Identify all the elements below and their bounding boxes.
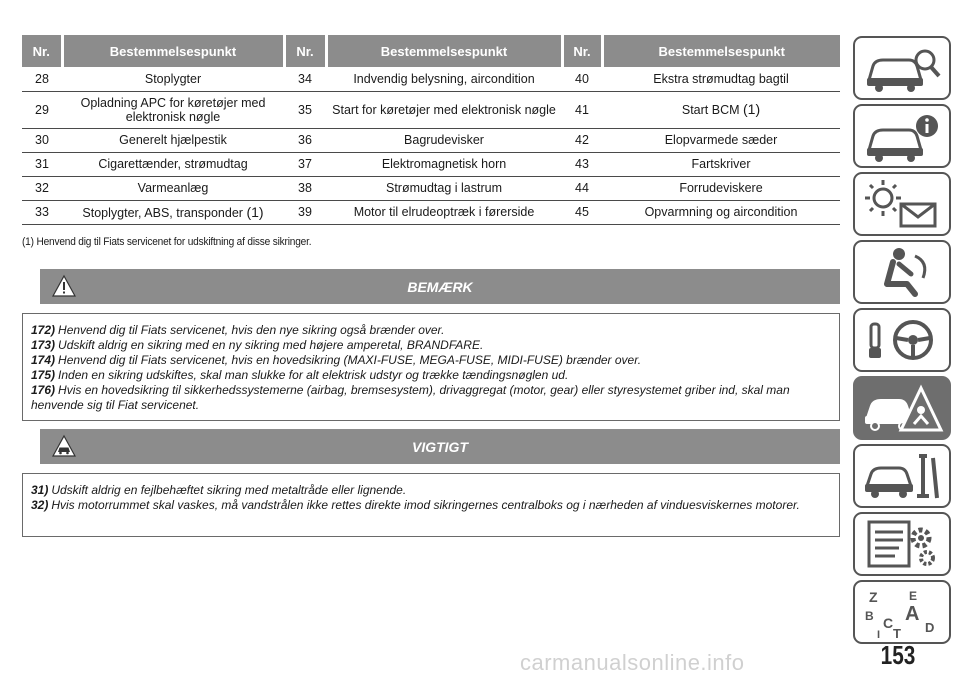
- fuse-nr: 41: [562, 91, 602, 128]
- fuse-nr: 42: [562, 128, 602, 152]
- footnote-ref: (1): [246, 203, 264, 220]
- fuse-point: Strømudtag i lastrum: [326, 176, 562, 200]
- notice-item: 175) Inden en sikring udskiftes, skal man slukke for alt elektrisk udstyr og trække tændingsnøglen ud.: [31, 368, 569, 382]
- table-row: [22, 176, 840, 200]
- fuse-point: Varmeanlæg: [62, 176, 284, 200]
- car-info-icon: [859, 108, 945, 164]
- index-letter: I: [877, 629, 881, 640]
- fuse-point: Cigarettænder, strømudtag: [62, 152, 284, 176]
- fuse-nr: 40: [562, 67, 602, 91]
- fuse-point: Forrudeviskere: [602, 176, 840, 200]
- page-number: 153: [880, 640, 916, 670]
- warning-triangle-icon: [52, 274, 76, 298]
- notice-item: 174) Henvend dig til Fiats servicenet, hvis en hovedsikring (MAXI-FUSE, MEGA-FUSE, MIDI-FUSE) brænder over.: [31, 353, 642, 367]
- table-row: [22, 128, 840, 152]
- fuse-nr: 34: [284, 67, 326, 91]
- nav-tab-index[interactable]: [853, 580, 951, 644]
- important-item: 31) Udskift aldrig en fejlbehæftet sikring med metaltråde eller lignende.: [31, 483, 407, 497]
- footnote-ref: (1): [743, 101, 761, 117]
- nav-tab-safety[interactable]: [853, 240, 951, 304]
- header-point-2: Bestemmelsespunkt: [326, 35, 562, 67]
- fuse-point: Indvendig belysning, aircondition: [326, 67, 562, 91]
- fuse-point: Generelt hjælpestik: [62, 128, 284, 152]
- notice-item: 173) Udskift aldrig en sikring med en ny sikring med højere amperetal, BRANDFARE.: [31, 338, 484, 352]
- important-header: [40, 429, 840, 464]
- notice-header: [40, 269, 840, 304]
- specs-gear-icon: [859, 516, 945, 572]
- fuse-point: Ekstra strømudtag bagtil: [602, 67, 840, 91]
- table-footnote: (1) Henvend dig til Fiats servicenet for udskiftning af disse sikringer.: [22, 236, 312, 248]
- index-letter: B: [865, 609, 874, 623]
- table-row: [22, 152, 840, 176]
- fuse-point: Stoplygter, ABS, transponder (1): [62, 200, 284, 224]
- fuse-point: Opladning APC for køretøjer med elektronisk nøgle: [62, 91, 284, 128]
- car-search-icon: [859, 40, 945, 96]
- important-title: VIGTIGT: [412, 438, 468, 455]
- alphabet-index-icon: [859, 584, 945, 640]
- fuse-nr: 32: [22, 176, 62, 200]
- fuse-point: Elektromagnetisk horn: [326, 152, 562, 176]
- watermark: carmanualsonline.info: [520, 650, 745, 675]
- header-nr-2: Nr.: [284, 35, 326, 67]
- table-row: [22, 67, 840, 91]
- index-letter: D: [925, 620, 935, 635]
- nav-tab-emergency[interactable]: [853, 376, 951, 440]
- fuse-nr: 36: [284, 128, 326, 152]
- important-item: 32) Hvis motorrummet skal vaskes, må vandstrålen ikke rettes direkte imod sikringernes centralboks og i nærheden af vinduesviskernes motorer.: [31, 498, 800, 512]
- warning-light-message-icon: [859, 176, 945, 232]
- fuse-nr: 37: [284, 152, 326, 176]
- header-nr-1: Nr.: [22, 35, 62, 67]
- key-steering-wheel-icon: [859, 312, 945, 368]
- index-letter: C: [883, 615, 894, 631]
- fuse-table: [22, 35, 840, 225]
- nav-tab-specifications[interactable]: [853, 512, 951, 576]
- fuse-point: Bagrudevisker: [326, 128, 562, 152]
- notice-box: [22, 313, 840, 421]
- table-row: [22, 200, 840, 224]
- notice-item: 176) Hvis en hovedsikring til sikkerhedssystemerne (airbag, bremsesystem), drivaggregat (motor, gear) eller styresystemet griber ind, skal man henvende sig til Fiat servicenet.: [31, 383, 790, 412]
- nav-tab-dashboard[interactable]: [853, 36, 951, 100]
- fuse-nr: 30: [22, 128, 62, 152]
- fuse-nr: 35: [284, 91, 326, 128]
- fuse-nr: 43: [562, 152, 602, 176]
- index-letter: A: [905, 603, 920, 625]
- car-maintenance-icon: [859, 448, 945, 504]
- index-letter: E: [909, 589, 918, 603]
- fuse-point: Stoplygter: [62, 67, 284, 91]
- fuse-nr: 45: [562, 200, 602, 224]
- nav-tab-warning-lights[interactable]: [853, 172, 951, 236]
- car-warning-icon: [52, 434, 76, 458]
- fuse-point: Elopvarmede sæder: [602, 128, 840, 152]
- notice-title: BEMÆRK: [407, 278, 473, 295]
- fuse-point: Fartskriver: [602, 152, 840, 176]
- fuse-point: Motor til elrudeoptræk i førerside: [326, 200, 562, 224]
- fuse-point: Start BCM (1): [602, 91, 840, 128]
- table-header-row: [22, 35, 840, 67]
- notice-item: 172) Henvend dig til Fiats servicenet, hvis den nye sikring også brænder over.: [31, 323, 445, 337]
- fuse-nr: 44: [562, 176, 602, 200]
- fuse-nr: 31: [22, 152, 62, 176]
- nav-tab-car-info[interactable]: [853, 104, 951, 168]
- header-point-1: Bestemmelsespunkt: [62, 35, 284, 67]
- fuse-point: Opvarmning og aircondition: [602, 200, 840, 224]
- header-nr-3: Nr.: [562, 35, 602, 67]
- table-row: [22, 91, 840, 128]
- fuse-nr: 33: [22, 200, 62, 224]
- nav-tab-maintenance[interactable]: [853, 444, 951, 508]
- header-point-3: Bestemmelsespunkt: [602, 35, 840, 67]
- car-emergency-icon: [859, 380, 945, 436]
- nav-tab-starting[interactable]: [853, 308, 951, 372]
- index-letter: Z: [869, 589, 878, 605]
- fuse-nr: 39: [284, 200, 326, 224]
- fuse-nr: 38: [284, 176, 326, 200]
- index-letter: T: [893, 626, 901, 640]
- seat-airbag-icon: [859, 244, 945, 300]
- fuse-point: Start for køretøjer med elektronisk nøgle: [326, 91, 562, 128]
- fuse-nr: 28: [22, 67, 62, 91]
- important-box: [22, 473, 840, 537]
- fuse-nr: 29: [22, 91, 62, 128]
